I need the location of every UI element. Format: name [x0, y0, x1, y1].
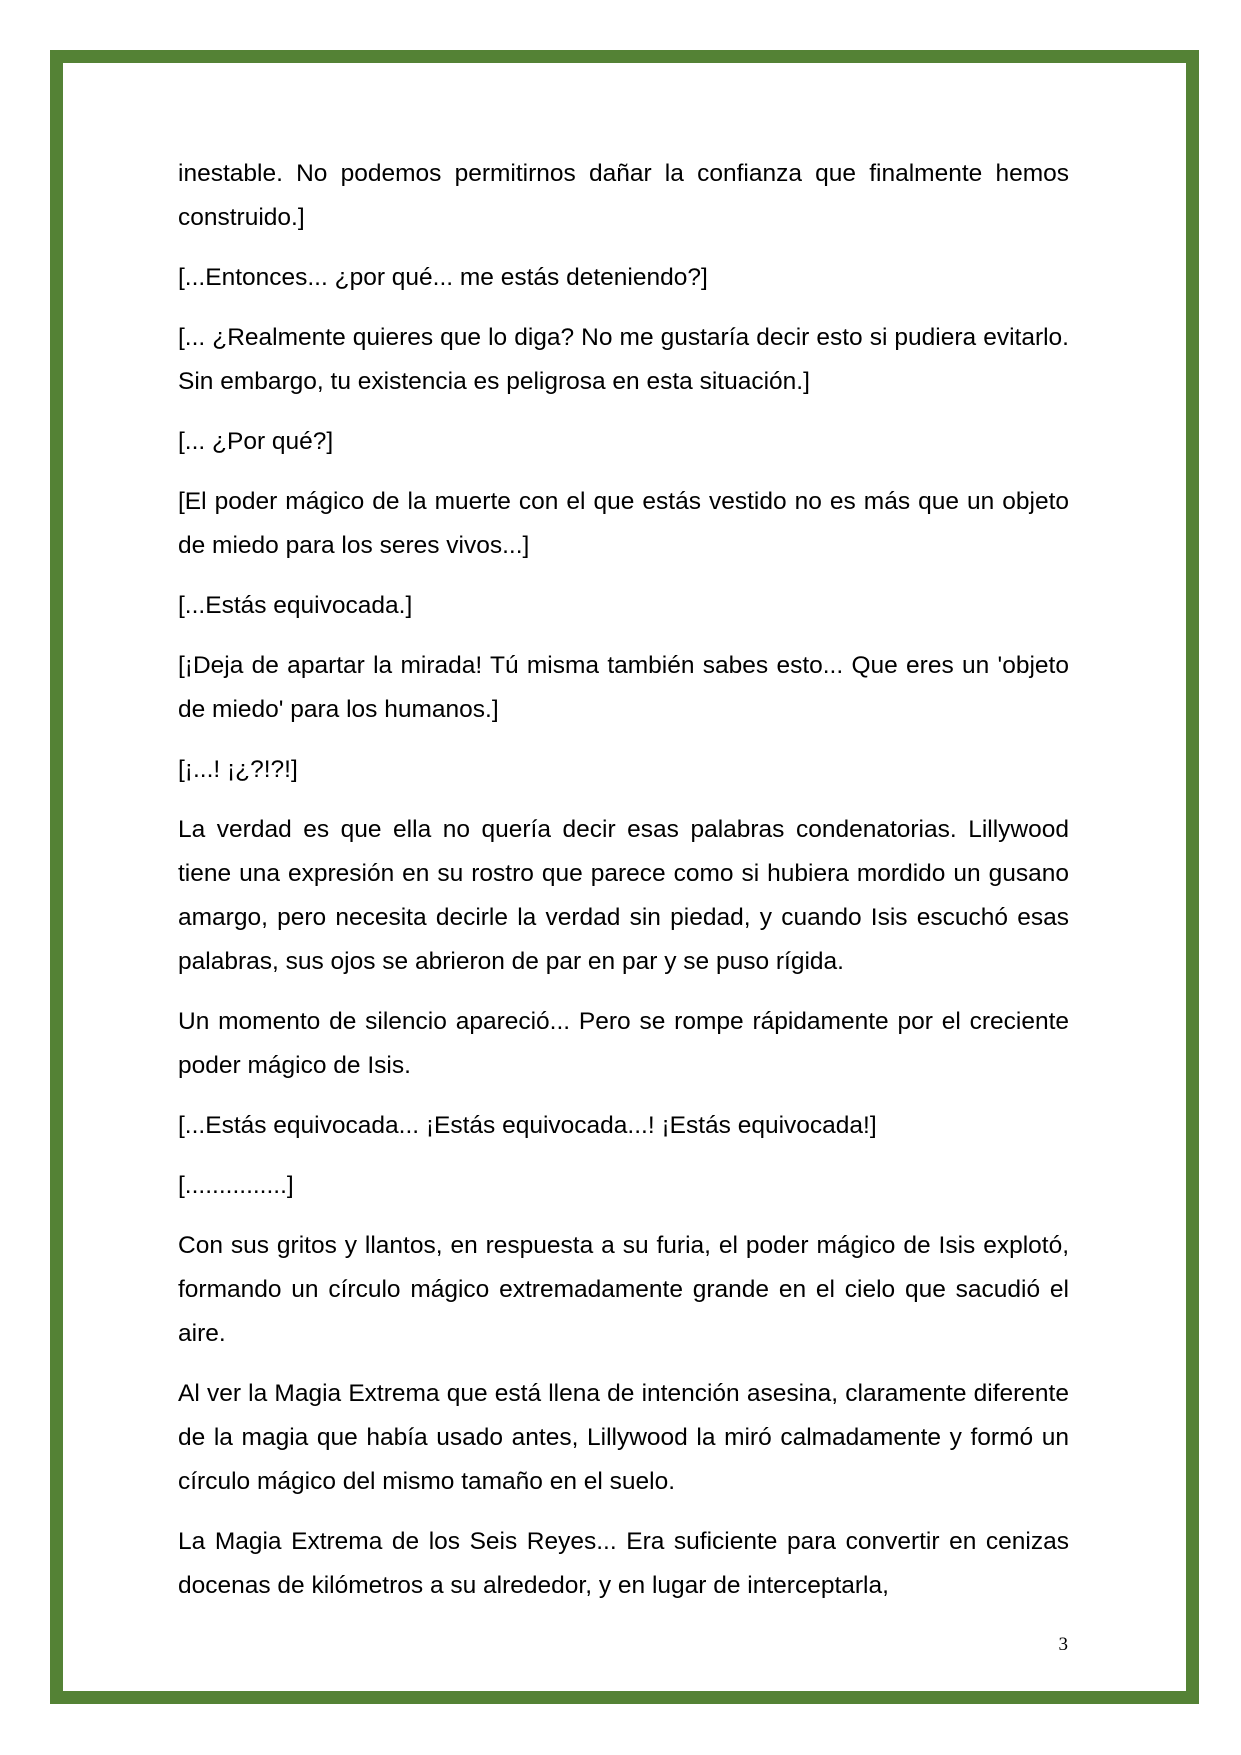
paragraph-15: La Magia Extrema de los Seis Reyes... Era suficiente para convertir en cenizas docenas de kilómetros a su alrededor, y en lugar de interceptarla,: [178, 1528, 1069, 1599]
paragraph-14: Al ver la Magia Extrema que está llena de intención asesina, claramente diferente de la magia que había usado antes, Lillywood la miró calmadamente y formó un círculo mágico del mismo tamaño en el suelo.: [178, 1380, 1069, 1495]
paragraph-13: Con sus gritos y llantos, en respuesta a su furia, el poder mágico de Isis explotó, formando un círculo mágico extremadamente grande en el cielo que sacudió el aire.: [178, 1232, 1069, 1347]
paragraph-5: [El poder mágico de la muerte con el que estás vestido no es más que un objeto de miedo para los seres vivos...]: [178, 488, 1069, 559]
paragraph-11: [...Estás equivocada... ¡Estás equivocada...! ¡Estás equivocada!]: [178, 1112, 877, 1139]
paragraph-6: [...Estás equivocada.]: [178, 592, 413, 619]
paragraph-2: [...Entonces... ¿por qué... me estás deteniendo?]: [178, 264, 708, 291]
paragraph-4: [... ¿Por qué?]: [178, 428, 334, 455]
paragraph-9: La verdad es que ella no quería decir esas palabras condenatorias. Lillywood tiene una expresión en su rostro que parece como si hubiera mordido un gusano amargo, pero necesita decirle la verdad sin piedad, y cuando Isis escuchó esas palabras, sus ojos se abrieron de par en par y se puso rígida.: [178, 816, 1069, 975]
paragraph-12: [...............]: [178, 1172, 294, 1199]
page-number: 3: [1058, 1634, 1068, 1655]
paragraph-1: inestable. No podemos permitirnos dañar la confianza que finalmente hemos construido.]: [178, 160, 1069, 231]
paragraph-10: Un momento de silencio apareció... Pero se rompe rápidamente por el creciente poder mágico de Isis.: [178, 1008, 1069, 1079]
paragraph-7: [¡Deja de apartar la mirada! Tú misma también sabes esto... Que eres un 'objeto de miedo' para los humanos.]: [178, 652, 1069, 723]
paragraph-3: [... ¿Realmente quieres que lo diga? No me gustaría decir esto si pudiera evitarlo. Sin embargo, tu existencia es peligrosa en esta situación.]: [178, 324, 1069, 395]
document-body: [178, 152, 1069, 1624]
paragraph-8: [¡...! ¡¿?!?!]: [178, 756, 298, 783]
